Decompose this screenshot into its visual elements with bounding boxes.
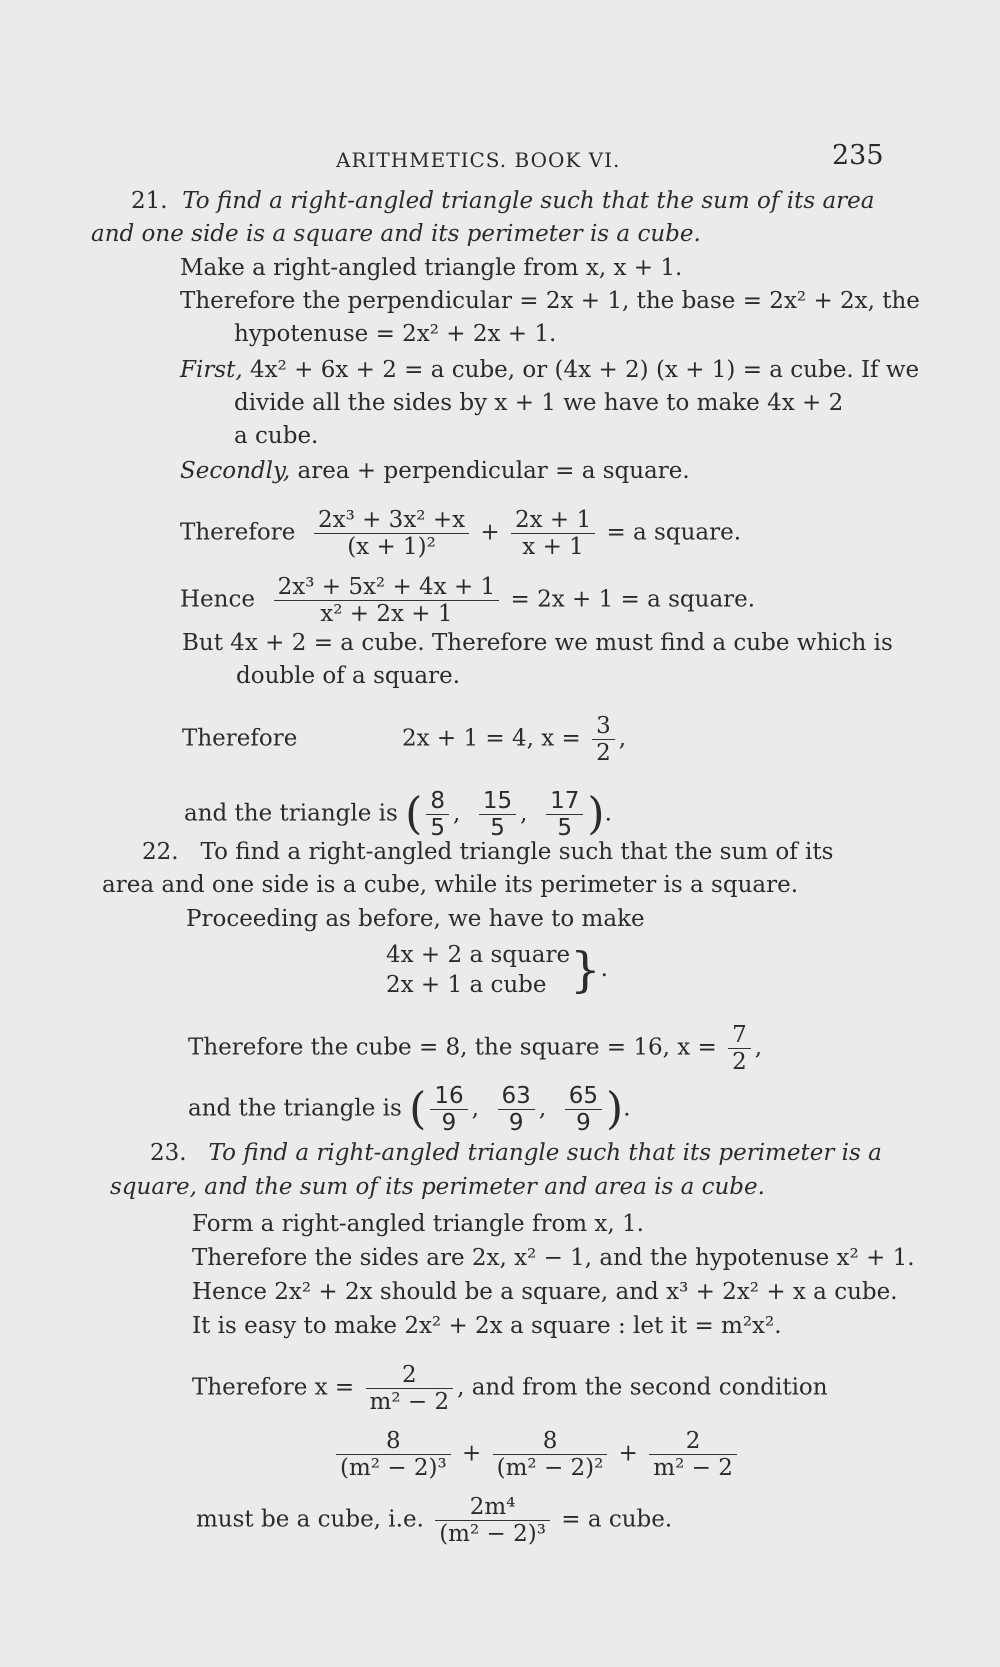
fraction [511, 507, 595, 560]
denominator: (m² − 2)² [496, 1455, 604, 1481]
problem-number: 23. [150, 1140, 187, 1166]
text-line: Make a right-angled triangle from x, x + 1. [180, 255, 683, 281]
numerator: 17 [546, 788, 583, 815]
equation-text: Therefore x = [192, 1374, 355, 1401]
text-line: It is easy to make 2x² + 2x a square : let it = m²x². [192, 1313, 782, 1339]
fraction [592, 713, 615, 766]
numerator: 7 [728, 1022, 751, 1049]
denominator: 5 [490, 815, 505, 841]
fraction [426, 788, 449, 841]
equation-line [192, 1362, 828, 1415]
denominator: 9 [441, 1110, 457, 1136]
problem-23-statement-line-2: square, and the sum of its perimeter and area is a cube. [110, 1174, 765, 1200]
fraction [336, 1428, 451, 1481]
text-line [180, 456, 690, 486]
denominator: 5 [430, 815, 445, 841]
conditions-block: 4x + 2 a square 2x + 1 a cube }. [386, 942, 608, 998]
denominator: 2 [596, 740, 611, 766]
fraction [493, 1428, 608, 1481]
fraction [314, 507, 469, 560]
denominator: (x + 1)² [347, 534, 436, 560]
denominator: m² − 2 [653, 1455, 733, 1481]
equation-line [182, 713, 626, 766]
numerator: 8 [493, 1428, 608, 1455]
text-line: But 4x + 2 = a cube. Therefore we must find a cube which is [182, 630, 893, 656]
denominator: (m² − 2)³ [439, 1521, 546, 1547]
numerator: 15 [479, 788, 516, 815]
numerator: 2x³ + 5x² + 4x + 1 [274, 574, 500, 601]
numerator: 8 [336, 1428, 451, 1455]
numerator: 8 [426, 788, 449, 815]
problem-number: 22. [142, 839, 179, 865]
condition: 2x + 1 a cube [386, 972, 547, 998]
text-line: double of a square. [236, 663, 461, 689]
equation-rhs: = a square. [606, 519, 742, 546]
numerator: 63 [498, 1083, 535, 1110]
text-line: Therefore the perpendicular = 2x + 1, the base = 2x² + 2x, the [180, 288, 920, 314]
equation-line [196, 1494, 672, 1547]
plus-sign: + [480, 519, 500, 546]
text-line: a cube. [234, 423, 319, 449]
numerator: 2x³ + 3x² +x [314, 507, 469, 534]
text-line: Proceeding as before, we have to make [186, 906, 645, 932]
text-line: Therefore the sides are 2x, x² − 1, and the hypotenuse x² + 1. [192, 1245, 915, 1271]
condition: 4x + 2 a square [386, 942, 571, 968]
numerator: 65 [565, 1083, 602, 1110]
triangle-text: and the triangle is [188, 1095, 402, 1122]
denominator: 9 [576, 1110, 591, 1136]
equation-text: Therefore the cube = 8, the square = 16, x = [188, 1034, 717, 1061]
fraction [366, 1362, 454, 1415]
comma: , [618, 725, 627, 752]
numerator: 2 [366, 1362, 454, 1389]
secondly-label: Secondly, [180, 458, 291, 484]
fraction [728, 1022, 751, 1075]
therefore-word: Therefore [182, 725, 298, 752]
problem-statement: To find a right-angled triangle such that the sum of its [200, 839, 834, 865]
equation-line: $\frac{8}{\text{(m² − 2)³}}$ + $\frac{8}{\text{(m² − 2)²}}$ + $\frac{2}{\text{m² − 2}}$ [332, 1428, 741, 1481]
problem-22-statement-line-1 [142, 837, 833, 867]
hence-word: Hence [180, 586, 255, 613]
numerator: 2 [649, 1428, 737, 1455]
equation-text: 2x + 1 = 4, x = [401, 725, 581, 752]
equation-line: Therefore the cube = 8, the square = 16, x = $\frac{7}{2}$ , [188, 1022, 763, 1075]
text-line [180, 355, 919, 385]
secondly-text: area + perpendicular = a square. [290, 458, 690, 484]
page-header [0, 140, 1000, 180]
problem-23-statement-line-1 [150, 1138, 882, 1168]
running-head: ARITHMETICS. BOOK VI. [336, 148, 621, 172]
triangle-text: and the triangle is [184, 800, 398, 827]
fraction [546, 788, 583, 841]
fraction [498, 1083, 535, 1136]
fraction [565, 1083, 602, 1136]
equation-text: must be a cube, i.e. [196, 1506, 424, 1533]
fraction [430, 1083, 467, 1136]
equation-text: , and from the second condition [457, 1374, 828, 1401]
triangle-line: and the triangle is ( $\frac{8}{5}$ , $\frac{15}{5}$ , $\frac{17}{5}$ ). [184, 788, 612, 841]
page-number: 235 [832, 140, 884, 171]
text-line: hypotenuse = 2x² + 2x + 1. [234, 321, 557, 347]
problem-21-statement-line-2: and one side is a square and its perimeter is a cube. [91, 221, 701, 247]
problem-21-statement-line-1 [131, 186, 874, 216]
text-line: divide all the sides by x + 1 we have to make 4x + 2 [234, 390, 844, 416]
text-line: Form a right-angled triangle from x, 1. [192, 1211, 644, 1237]
fraction [435, 1494, 550, 1547]
numerator: 2x + 1 [511, 507, 595, 534]
numerator: 2m⁴ [435, 1494, 550, 1521]
triangle-line: and the triangle is ( $\frac{16}{9}$ , $\frac{63}{9}$ , $\frac{65}{9}$ ). [188, 1083, 631, 1136]
text-line: Hence 2x² + 2x should be a square, and x³ + 2x² + x a cube. [192, 1279, 898, 1305]
problem-statement: To find a right-angled triangle such that its perimeter is a [208, 1140, 882, 1166]
therefore-word: Therefore [180, 519, 296, 546]
denominator: (m² − 2)³ [340, 1455, 447, 1481]
numerator: 16 [430, 1083, 467, 1110]
equation-rhs: = a cube. [561, 1506, 673, 1533]
numerator: 3 [592, 713, 615, 740]
equation-line [180, 574, 755, 627]
problem-statement: To find a right-angled triangle such that the sum of its area [182, 188, 875, 214]
first-text: 4x² + 6x + 2 = a cube, or (4x + 2) (x + 1) = a cube. If we [242, 357, 920, 383]
fraction [649, 1428, 737, 1481]
fraction [479, 788, 516, 841]
equation-rhs: = 2x + 1 = a square. [510, 586, 756, 613]
problem-22-statement-line-2: area and one side is a cube, while its perimeter is a square. [102, 872, 799, 898]
first-label: First, [180, 357, 243, 383]
problem-number: 21. [131, 188, 168, 214]
denominator: m² − 2 [369, 1389, 450, 1415]
denominator: x² + 2x + 1 [320, 601, 453, 627]
equation-line [180, 507, 741, 560]
denominator: 5 [557, 815, 573, 841]
fraction [274, 574, 500, 627]
denominator: 9 [508, 1110, 524, 1136]
denominator: 2 [732, 1049, 747, 1075]
denominator: x + 1 [522, 534, 584, 560]
